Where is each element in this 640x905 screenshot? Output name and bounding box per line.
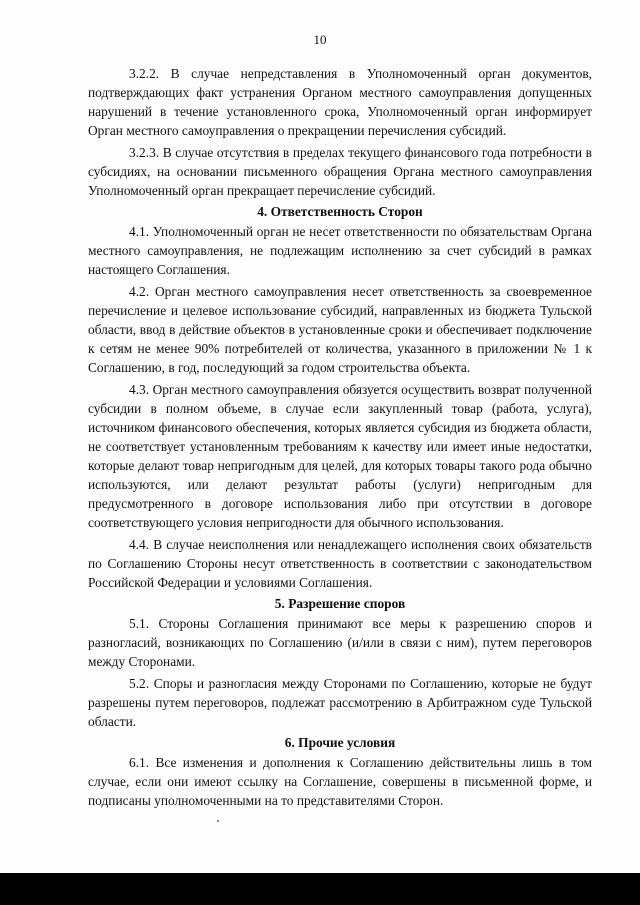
scan-border-bottom bbox=[0, 873, 640, 905]
section-4-heading: 4. Ответственность Сторон bbox=[257, 204, 423, 219]
scan-speck bbox=[217, 820, 219, 822]
paragraph-6-1: 6.1. Все изменения и дополнения к Соглашению действительны лишь в том случае, если они имеют ссылку на Соглашение, совершены в письменной форме, и подписаны уполномоченными на то представителями Сторон. bbox=[88, 755, 592, 808]
section-6-heading: 6. Прочие условия bbox=[284, 735, 396, 750]
paragraph-5-1: 5.1. Стороны Соглашения принимают все меры к разрешению споров и разногласий, возникающих по Соглашению (и/или в связи с ним), путем переговоров между Сторонами. bbox=[88, 616, 592, 669]
document-body bbox=[88, 64, 592, 810]
paragraph-5-2: 5.2. Споры и разногласия между Сторонами по Соглашению, которые не будут разрешены путем переговоров, подлежат рассмотрению в Арбитражном суде Тульской области. bbox=[88, 676, 592, 729]
paragraph-4-2: 4.2. Орган местного самоуправления несет ответственность за своевременное перечисление и целевое использование субсидий, направленных из бюджета Тульской области, ввод в действие объектов в установленные сроки и обеспечивает подключение к сетям не менее 90% потребителей от количества, указанного в приложении № 1 к Соглашению, в год, последующий за годом строительства объекта. bbox=[88, 284, 592, 375]
section-5-heading: 5. Разрешение споров bbox=[274, 596, 406, 611]
paragraph-4-1: 4.1. Уполномоченный орган не несет ответственности по обязательствам Органа местного самоуправления, не подлежащим исполнению за счет субсидий в рамках настоящего Соглашения. bbox=[88, 224, 592, 277]
paragraph-3-2-2: 3.2.2. В случае непредставления в Уполномоченный орган документов, подтверждающих факт устранения Органом местного самоуправления допущенных нарушений в течение установленного срока, Уполномоченный орган информирует Орган местного самоуправления о прекращении перечисления субсидий. bbox=[88, 66, 592, 138]
paragraph-3-2-3: 3.2.3. В случае отсутствия в пределах текущего финансового года потребности в субсидиях, на основании письменного обращения Органа местного самоуправления Уполномоченный орган прекращает перечисление субсидий. bbox=[88, 145, 592, 198]
paragraph-4-3: 4.3. Орган местного самоуправления обязуется осуществить возврат полученной субсидии в полном объеме, в случае если закупленный товар (работа, услуга), источником финансового обеспечения, которых является субсидия из бюджета области, не соответствует установленным требованиям к качеству или имеет иные недостатки, которые делают товар непригодным для целей, для которых товары такого рода обычно используются, или делают результат работы (услуги) непригодным для предусмотренного в договоре использования либо при отсутствии в договоре соответствующего условия непригодности для обычного использования. bbox=[88, 382, 592, 530]
paragraph-4-4: 4.4. В случае неисполнения или ненадлежащего исполнения своих обязательств по Соглашению Стороны несут ответственность в соответствии с законодательством Российской Федерации и условиями Соглашения. bbox=[88, 537, 592, 590]
page-number: 10 bbox=[313, 32, 327, 47]
